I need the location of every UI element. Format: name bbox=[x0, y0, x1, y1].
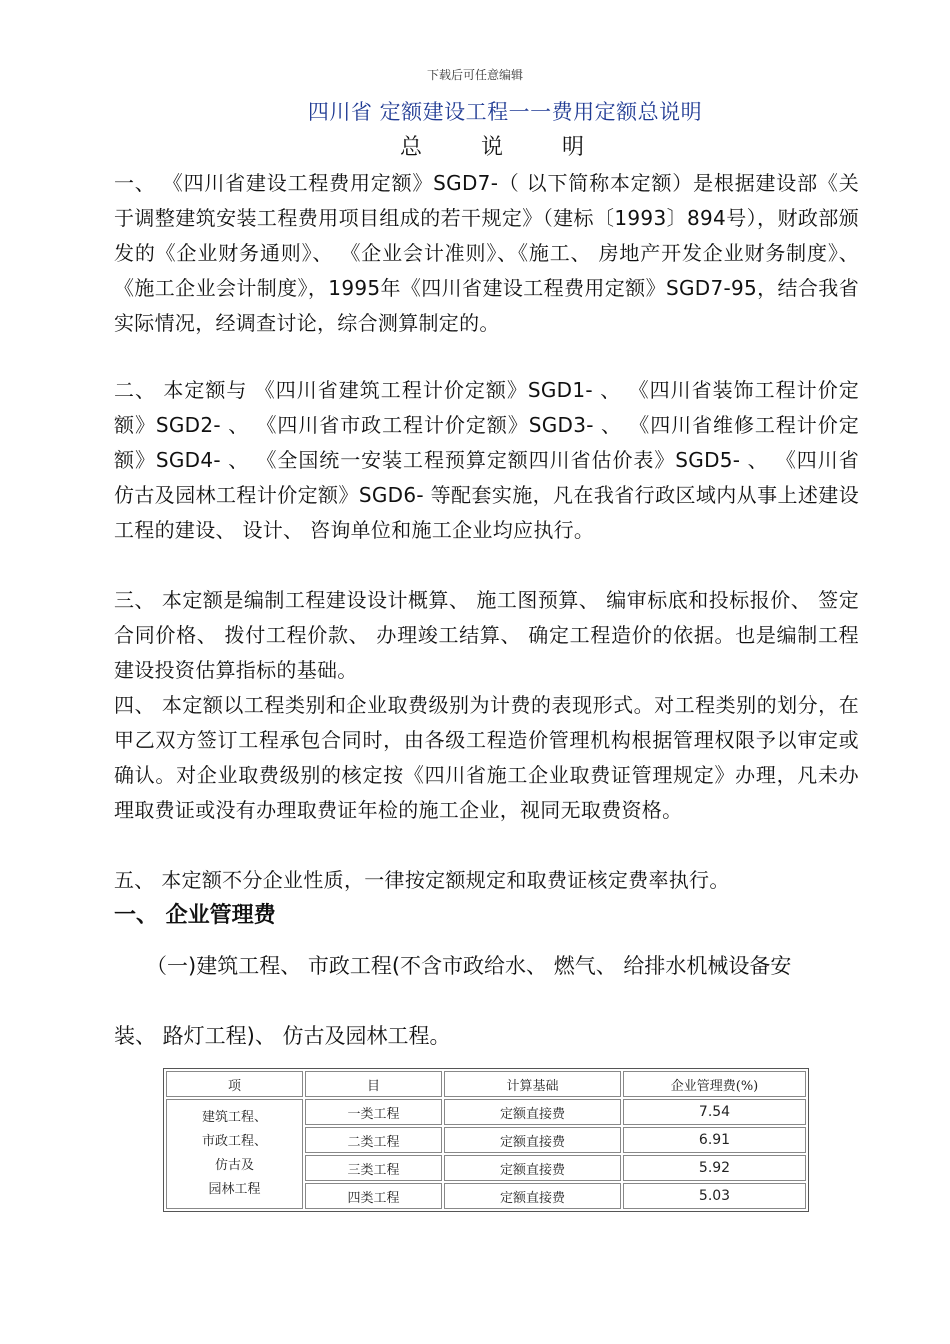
group-label bbox=[166, 1099, 303, 1209]
header-basis: 计算基础 bbox=[444, 1071, 621, 1097]
paragraph-3: 三、 本定额是编制工程建设设计概算、 施工图预算、 编审标底和投标报价、 签定合同价格、 拨付工程价款、 办理竣工结算、 确定工程造价的依据。也是编制工程建设投资估算指标的基础。 bbox=[114, 588, 859, 682]
document-title: 四川省 定额建设工程一一费用定额总说明 bbox=[307, 100, 703, 124]
rate-cell: 5.03 bbox=[623, 1183, 806, 1209]
section-heading: 一、 企业管理费 bbox=[114, 903, 276, 928]
subsection-line-2: 装、 路灯工程)、 仿古及园林工程。 bbox=[114, 1024, 451, 1048]
group-label-line: 建筑工程、 bbox=[201, 1110, 267, 1125]
basis-cell: 定额直接费 bbox=[444, 1155, 621, 1181]
header-rate: 企业管理费(%) bbox=[623, 1071, 806, 1097]
document-subtitle: 总 说 明 bbox=[400, 135, 610, 160]
paragraph-5: 五、 本定额不分企业性质，一律按定额规定和取费证核定费率执行。 bbox=[114, 868, 730, 892]
category-cell: 一类工程 bbox=[305, 1099, 442, 1125]
basis-cell: 定额直接费 bbox=[444, 1183, 621, 1209]
basis-cell: 定额直接费 bbox=[444, 1127, 621, 1153]
fee-table bbox=[163, 1068, 809, 1212]
rate-cell: 7.54 bbox=[623, 1099, 806, 1125]
paragraph-4: 四、 本定额以工程类别和企业取费级别为计费的表现形式。对工程类别的划分，在甲乙双方签订工程承包合同时，由各级工程造价管理机构根据管理权限予以审定或确认。对企业取费级别的核定按《四川省施工企业取费证管理规定》办理，凡未办理取费证或没有办理取费证年检的施工企业，视同无取费资格。 bbox=[114, 693, 859, 822]
group-label-line: 园林工程 bbox=[208, 1182, 261, 1197]
group-label-line: 市政工程、 bbox=[201, 1134, 267, 1149]
subsection-line-1: （一)建筑工程、 市政工程(不含市政给水、 燃气、 给排水机械设备安 bbox=[146, 954, 792, 978]
basis-cell: 定额直接费 bbox=[444, 1099, 621, 1125]
paragraph-2: 二、 本定额与 《四川省建筑工程计价定额》SGD1- 、 《四川省装饰工程计价定额》SGD2- 、 《四川省市政工程计价定额》SGD3- 、 《四川省维修工程计价定额》SGD4- 、 《全国统一安装工程预算定额四川省估价表》SGD5- 、 《四川省仿古及园林工程计价定额》SGD6- 等配套实施，凡在我省行政区域内从事上述建设工程的建设、 设计、 咨询单位和施工企业均应执行。 bbox=[114, 378, 859, 542]
category-cell: 三类工程 bbox=[305, 1155, 442, 1181]
table-row bbox=[166, 1099, 806, 1125]
paragraph-1: 一、 《四川省建设工程费用定额》SGD7-（ 以下简称本定额）是根据建设部《关于调整建筑安装工程费用项目组成的若干规定》（建标〔1993〕894号），财政部颁发的《企业财务通则》、 《企业会计准则》、《施工、 房地产开发企业财务制度》、 《施工企业会计制度》，1995年《四川省建设工程费用定额》SGD7-95，结合我省实际情况，经调查讨论，综合测算制定的。 bbox=[114, 171, 859, 335]
group-label-line: 仿古及 bbox=[214, 1158, 254, 1173]
table-header-row bbox=[166, 1071, 806, 1097]
header-category: 目 bbox=[305, 1071, 442, 1097]
header-note: 下载后可任意编辑 bbox=[426, 68, 523, 82]
rate-cell: 6.91 bbox=[623, 1127, 806, 1153]
category-cell: 四类工程 bbox=[305, 1183, 442, 1209]
rate-cell: 5.92 bbox=[623, 1155, 806, 1181]
header-item: 项 bbox=[166, 1071, 303, 1097]
category-cell: 二类工程 bbox=[305, 1127, 442, 1153]
